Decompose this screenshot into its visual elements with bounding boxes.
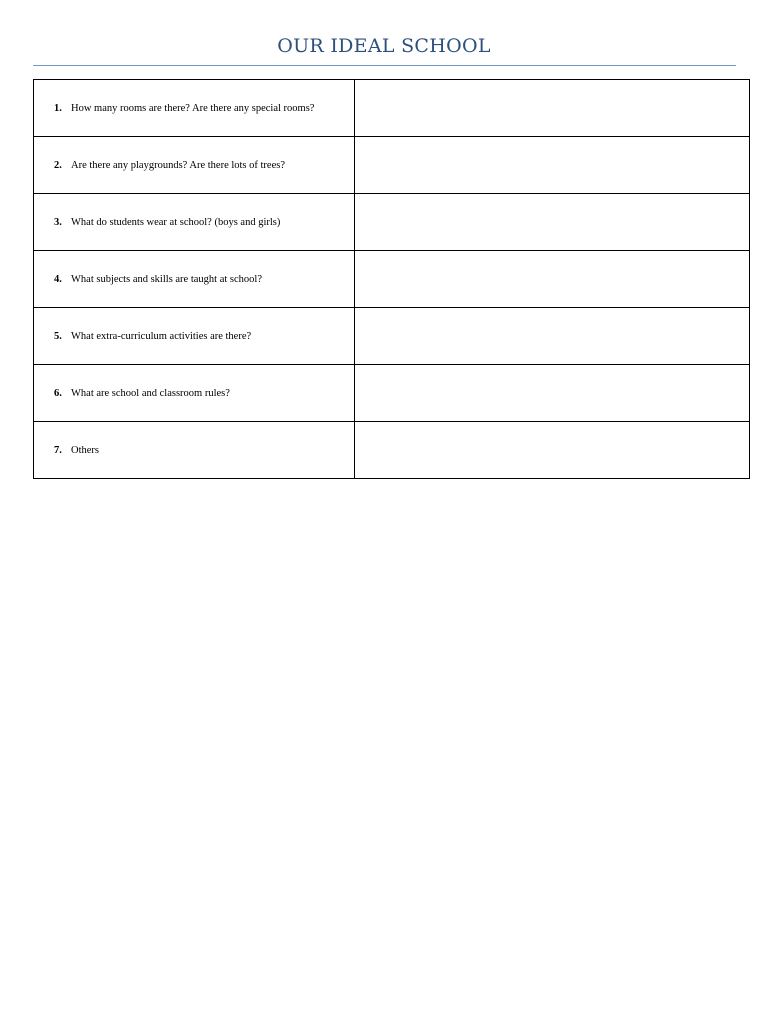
question-text: How many rooms are there? Are there any special rooms? [71, 102, 315, 114]
question-number: 2. [54, 159, 62, 171]
answer-cell[interactable] [355, 194, 750, 251]
question-cell [34, 137, 355, 194]
question-number: 4. [54, 273, 62, 285]
answer-cell[interactable] [355, 422, 750, 479]
table-row [34, 308, 750, 365]
question-cell [34, 422, 355, 479]
table-row [34, 365, 750, 422]
table-row [34, 80, 750, 137]
question-cell [34, 365, 355, 422]
question-table [33, 79, 750, 479]
question-number: 3. [54, 216, 62, 228]
question-cell [34, 80, 355, 137]
answer-cell[interactable] [355, 251, 750, 308]
table-row [34, 137, 750, 194]
answer-cell[interactable] [355, 365, 750, 422]
question-text: Are there any playgrounds? Are there lots of trees? [71, 159, 285, 171]
question-text: What subjects and skills are taught at school? [71, 273, 262, 285]
question-text: What extra-curriculum activities are there? [71, 330, 252, 342]
question-number: 5. [54, 330, 62, 342]
question-text: What are school and classroom rules? [71, 387, 230, 399]
question-number: 6. [54, 387, 62, 399]
question-cell [34, 194, 355, 251]
answer-cell[interactable] [355, 80, 750, 137]
answer-cell[interactable] [355, 137, 750, 194]
question-text: What do students wear at school? (boys and girls) [71, 216, 281, 228]
question-number: 1. [54, 102, 62, 114]
page-title: OUR IDEAL SCHOOL [277, 35, 491, 57]
title-divider [33, 65, 736, 66]
question-text: Others [71, 444, 99, 456]
question-cell [34, 251, 355, 308]
question-number: 7. [54, 444, 62, 456]
answer-cell[interactable] [355, 308, 750, 365]
table-row [34, 422, 750, 479]
table-row [34, 194, 750, 251]
table-row [34, 251, 750, 308]
question-cell [34, 308, 355, 365]
